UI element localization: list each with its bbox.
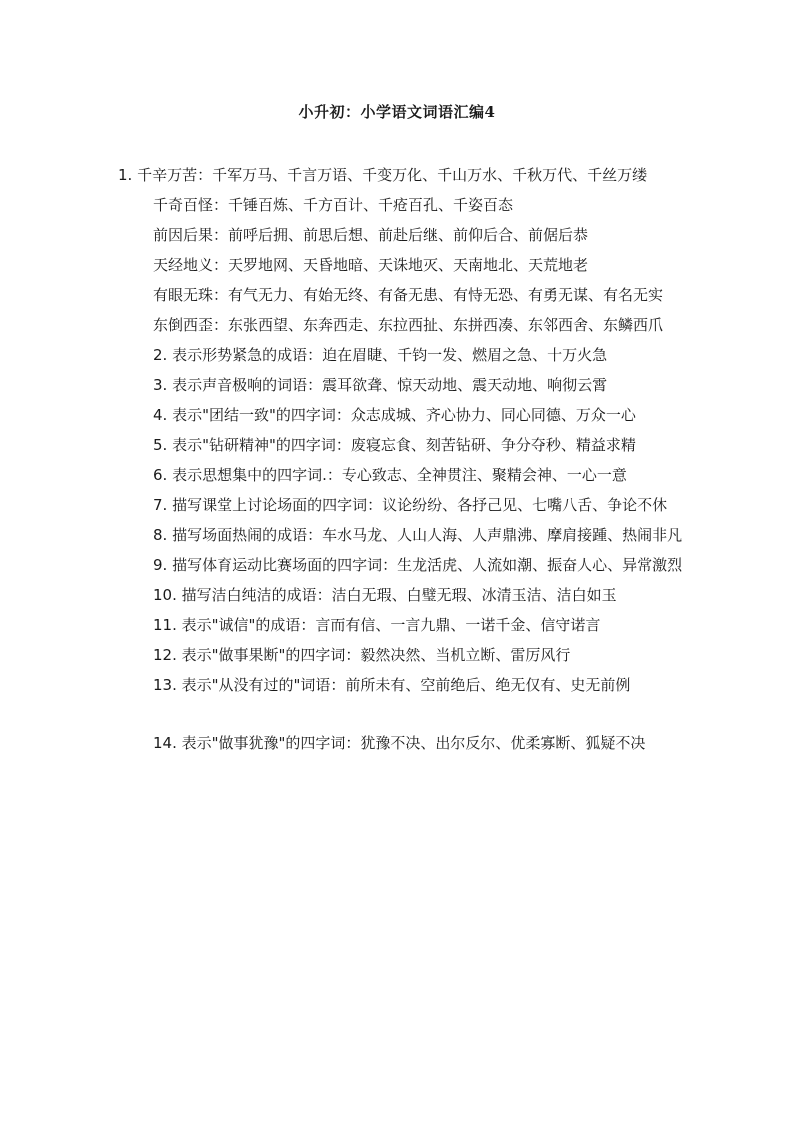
paragraph-10: 5. 表示"钻研精神"的四字词：废寝忘食、刻苦钻研、争分夺秒、精益求精 — [153, 436, 636, 454]
paragraph-1: 1. 千辛万苦：千军万马、千言万语、千变万化、千山万水、千秋万代、千丝万缕 — [118, 166, 648, 184]
paragraph-18: 13. 表示"从没有过的"词语：前所未有、空前绝后、绝无仅有、史无前例 — [153, 676, 631, 694]
paragraph-6: 东倒西歪：东张西望、东奔西走、东拉西扯、东拼西凑、东邻西舍、东鳞西爪 — [153, 316, 664, 334]
paragraph-14: 9. 描写体育运动比赛场面的四字词：生龙活虎、人流如潮、振奋人心、异常激烈 — [153, 556, 683, 574]
paragraph-12: 7. 描写课堂上讨论场面的四字词：议论纷纷、各抒己见、七嘴八舌、争论不休 — [153, 496, 668, 514]
document-body — [118, 160, 684, 758]
paragraph-11: 6. 表示思想集中的四字词.：专心致志、全神贯注、聚精会神、一心一意 — [153, 466, 627, 484]
paragraph-16: 11. 表示"诚信"的成语：言而有信、一言九鼎、一诺千金、信守诺言 — [153, 616, 601, 634]
paragraph-3: 前因后果：前呼后拥、前思后想、前赴后继、前仰后合、前倨后恭 — [153, 226, 589, 244]
paragraph-2: 千奇百怪：千锤百炼、千方百计、千疮百孔、千姿百态 — [153, 196, 514, 214]
paragraph-17: 12. 表示"做事果断"的四字词：毅然决然、当机立断、雷厉风行 — [153, 646, 571, 664]
paragraph-8: 3. 表示声音极响的词语：震耳欲聋、惊天动地、震天动地、响彻云霄 — [153, 376, 608, 394]
paragraph-15: 10. 描写洁白纯洁的成语：洁白无瑕、白璧无瑕、冰清玉洁、洁白如玉 — [153, 586, 617, 604]
paragraph-7: 2. 表示形势紧急的成语：迫在眉睫、千钧一发、燃眉之急、十万火急 — [153, 346, 608, 364]
document-title: 小升初：小学语文词语汇编4 — [298, 103, 496, 121]
paragraph-5: 有眼无珠：有气无力、有始无终、有备无患、有恃无恐、有勇无谋、有名无实 — [153, 286, 664, 304]
paragraph-9: 4. 表示"团结一致"的四字词：众志成城、齐心协力、同心同德、万众一心 — [153, 406, 636, 424]
paragraph-4: 天经地义：天罗地网、天昏地暗、天诛地灭、天南地北、天荒地老 — [153, 256, 589, 274]
paragraph-19: 14. 表示"做事犹豫"的四字词：犹豫不决、出尔反尔、优柔寡断、狐疑不决 — [153, 734, 646, 752]
paragraph-13: 8. 描写场面热闹的成语：车水马龙、人山人海、人声鼎沸、摩肩接踵、热闹非凡 — [153, 526, 683, 544]
